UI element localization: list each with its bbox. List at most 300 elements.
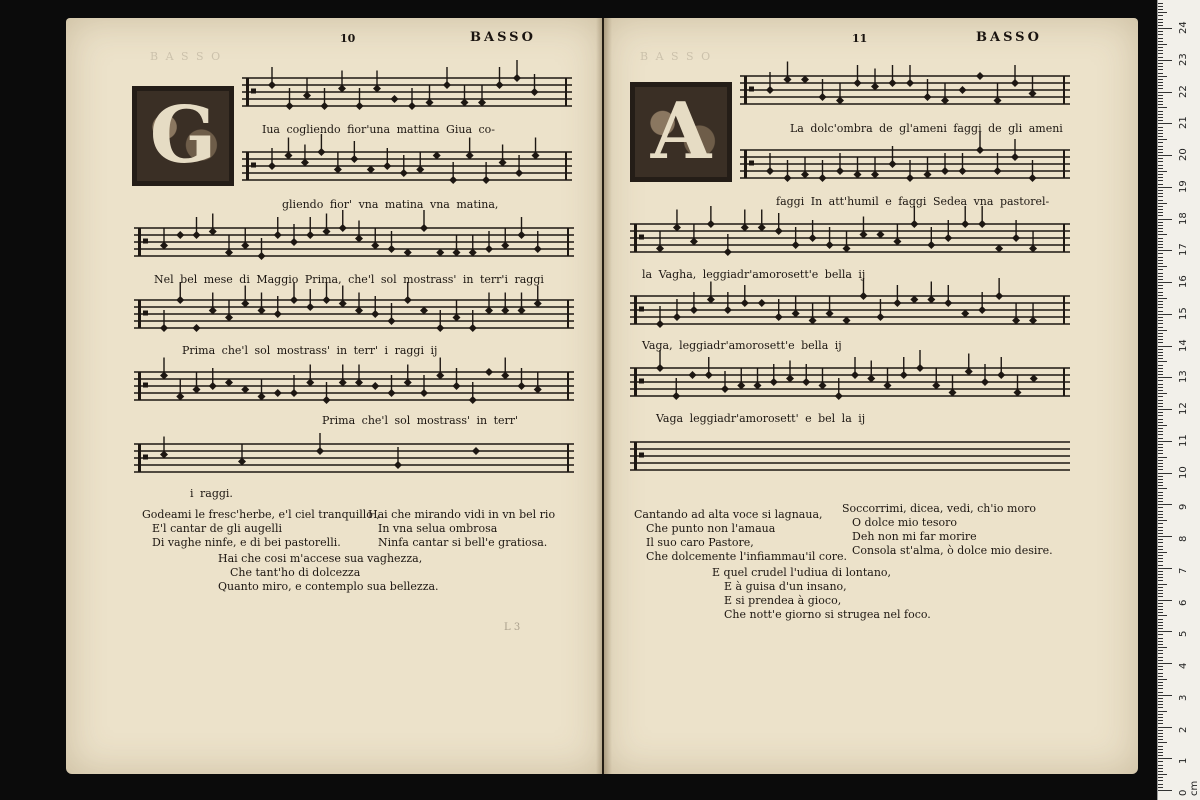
note-head (843, 317, 851, 325)
note-head (274, 389, 282, 397)
ruler-tick (1158, 250, 1172, 251)
verse-line: Il suo caro Pastore, (646, 536, 754, 549)
verse-line: Quanto miro, e contemplo sua bellezza. (218, 580, 439, 593)
ruler-tick (1158, 565, 1163, 566)
ruler-label: 14 (1178, 338, 1189, 352)
ruler-label: 10 (1178, 465, 1189, 479)
ruler-tick (1158, 355, 1163, 356)
ruler-tick (1158, 590, 1163, 591)
clef-mark (634, 296, 637, 324)
ruler-tick (1158, 107, 1167, 108)
ruler-tick (1158, 200, 1163, 201)
ruler-tick (1158, 104, 1163, 105)
ruler-tick (1158, 76, 1167, 77)
empty-staff (630, 434, 1070, 480)
staff (630, 216, 1070, 262)
ruler-tick (1158, 768, 1163, 769)
ruler-label: 5 (1178, 630, 1189, 638)
lyric-line: La dolc'ombra de gl'ameni faggi de gli ameni (790, 122, 1063, 135)
ruler-tick (1158, 447, 1163, 448)
ruler-tick (1158, 406, 1163, 407)
ruler-tick (1158, 98, 1163, 99)
verse-line: Ninfa cantar si bell'e gratiosa. (378, 536, 548, 549)
ruler-tick (1158, 69, 1163, 70)
clef-mark (744, 76, 747, 104)
ruler-tick (1158, 298, 1167, 299)
note-head (193, 324, 201, 332)
ruler-tick (1158, 168, 1163, 169)
ruler-tick (1158, 784, 1163, 785)
initial-letter: G (137, 91, 229, 181)
ruler-tick (1158, 790, 1172, 791)
ruler-tick (1158, 92, 1172, 93)
ruler-tick (1158, 25, 1163, 26)
ruler-tick (1158, 479, 1163, 480)
note-head (976, 72, 984, 80)
ruler-tick (1158, 212, 1163, 213)
ruler-tick (1158, 47, 1163, 48)
staff (740, 142, 1070, 188)
ruler-tick (1158, 361, 1167, 362)
verse-line: Consola st'alma, ò dolce mio desire. (852, 544, 1053, 557)
ruler-tick (1158, 523, 1163, 524)
verse-stanza (218, 552, 439, 594)
ruler-tick (1158, 304, 1163, 305)
verse-stanza (712, 566, 931, 622)
ruler-tick (1158, 676, 1163, 677)
ruler-tick (1158, 238, 1163, 239)
clef-mark (251, 89, 256, 94)
right-page-number: 11 (852, 32, 868, 45)
ruler-tick (1158, 101, 1163, 102)
ruler-tick (1158, 241, 1163, 242)
clef-mark (639, 307, 644, 312)
ruler-tick (1158, 727, 1172, 728)
ruler-tick (1158, 612, 1163, 613)
ruler-tick (1158, 530, 1163, 531)
ruler-tick (1158, 527, 1163, 528)
verse-line: Soccorrimi, dicea, vedi, ch'io moro (842, 502, 1036, 515)
ruler-tick (1158, 301, 1163, 302)
ruler-tick (1158, 73, 1163, 74)
ruler-tick (1158, 758, 1172, 759)
ruler-tick (1158, 152, 1163, 153)
clef-mark (639, 379, 644, 384)
ruler-tick (1158, 257, 1163, 258)
measurement-ruler (1157, 0, 1200, 800)
ruler-tick (1158, 352, 1163, 353)
ruler-tick (1158, 568, 1172, 569)
ruler-tick (1158, 63, 1163, 64)
clef-mark (634, 368, 637, 396)
clef-mark (138, 300, 141, 328)
clef-mark (744, 150, 747, 178)
clef-mark (749, 87, 754, 92)
ruler-tick (1158, 634, 1163, 635)
ruler-tick (1158, 307, 1163, 308)
staff (134, 364, 574, 410)
left-page-number: 10 (340, 32, 356, 45)
ruler-tick (1158, 600, 1172, 601)
ruler-tick (1158, 209, 1163, 210)
ruler-tick (1158, 231, 1163, 232)
ruler-tick (1158, 323, 1163, 324)
ruler-tick (1158, 384, 1163, 385)
lyric-line: Nel bel mese di Maggio Prima, che'l sol mostrass' in terr'i raggi (154, 273, 544, 286)
ruler-label: 12 (1178, 402, 1189, 416)
ruler-tick (1158, 663, 1172, 664)
ruler-tick (1158, 730, 1163, 731)
note-head (472, 447, 480, 455)
verse-line: Deh non mi far morire (852, 530, 977, 543)
clef-mark (634, 442, 637, 470)
note-head (689, 371, 697, 379)
ruler-tick (1158, 136, 1163, 137)
ruler-tick (1158, 311, 1163, 312)
ruler-tick (1158, 244, 1163, 245)
ruler-tick (1158, 130, 1163, 131)
ruler-tick (1158, 330, 1167, 331)
note-head (241, 386, 249, 394)
ruler-tick (1158, 400, 1163, 401)
ruler-tick (1158, 276, 1163, 277)
left-running-head: BASSO (470, 30, 536, 45)
ruler-tick (1158, 31, 1163, 32)
ruler-tick (1158, 571, 1163, 572)
ruler-tick (1158, 682, 1163, 683)
ruler-tick (1158, 60, 1172, 61)
ruler-tick (1158, 692, 1163, 693)
ruler-tick (1158, 619, 1163, 620)
clef-mark (138, 372, 141, 400)
clef-mark (143, 455, 148, 460)
ruler-tick (1158, 485, 1163, 486)
ruler-label: 3 (1178, 694, 1189, 701)
ruler-tick (1158, 279, 1163, 280)
ruler-tick (1158, 450, 1163, 451)
ruler-tick (1158, 555, 1163, 556)
note-head (758, 299, 766, 307)
ruler-tick (1158, 222, 1163, 223)
staff (242, 70, 572, 116)
verse-line: Di vaghe ninfe, e di bei pastorelli. (152, 536, 341, 549)
ruler-tick (1158, 622, 1163, 623)
ruler-tick (1158, 247, 1163, 248)
ruler-label: 8 (1178, 535, 1189, 543)
note-head (225, 379, 233, 387)
ruler-tick (1158, 558, 1163, 559)
ruler-tick (1158, 707, 1163, 708)
ruler-tick (1158, 438, 1163, 439)
ruler-tick (1158, 434, 1163, 435)
ruler-tick (1158, 488, 1167, 489)
ruler-tick (1158, 742, 1167, 743)
ruler-tick (1158, 396, 1163, 397)
ruler-tick (1158, 393, 1167, 394)
ruler-tick (1158, 206, 1163, 207)
ruler-tick (1158, 679, 1167, 680)
ruler-label: 18 (1178, 211, 1189, 225)
ruler-tick (1158, 746, 1163, 747)
ruler-tick (1158, 561, 1163, 562)
bleed-through-text: B A S S O (640, 50, 713, 63)
verse-line: Che nott'e giorno si strugea nel foco. (724, 608, 931, 621)
ruler-label: 22 (1178, 84, 1189, 98)
ruler-tick (1158, 95, 1163, 96)
ruler-tick (1158, 333, 1163, 334)
ruler-tick (1158, 460, 1163, 461)
ruler-label: 4 (1178, 662, 1189, 670)
verse-stanza (634, 508, 847, 564)
ruler-tick (1158, 495, 1163, 496)
ruler-tick (1158, 336, 1163, 337)
clef-mark (251, 163, 256, 168)
clef-mark (143, 239, 148, 244)
ruler-tick (1158, 644, 1163, 645)
verse-stanza (142, 508, 380, 550)
ruler-tick (1158, 422, 1163, 423)
verse-line: Godeami le fresc'herbe, e'l ciel tranquillo , (142, 508, 380, 521)
ruler-tick (1158, 476, 1163, 477)
verse-line: In vna selua ombrosa (378, 522, 498, 535)
book-gutter (596, 18, 612, 774)
ruler-tick (1158, 695, 1172, 696)
signature-mark: L 3 (504, 622, 521, 633)
ruler-tick (1158, 260, 1163, 261)
ruler-tick (1158, 317, 1163, 318)
verse-line: Hai che mirando vidi in vn bel rio (368, 508, 556, 521)
ruler-tick (1158, 6, 1163, 7)
verse-line: E à guisa d'un insano, (724, 580, 847, 593)
ruler-tick (1158, 549, 1163, 550)
ruler-tick (1158, 88, 1163, 89)
ruler-tick (1158, 28, 1172, 29)
ruler-tick (1158, 469, 1163, 470)
ruler-tick (1158, 428, 1163, 429)
ruler-tick (1158, 580, 1163, 581)
ruler-tick (1158, 774, 1167, 775)
ruler-tick (1158, 327, 1163, 328)
ruler-tick (1158, 377, 1172, 378)
ruler-tick (1158, 755, 1163, 756)
ruler-tick (1158, 165, 1163, 166)
ruler-tick (1158, 638, 1163, 639)
ruler-label: 20 (1178, 148, 1189, 162)
ruler-tick (1158, 593, 1163, 594)
ruler-tick (1158, 34, 1163, 35)
lyric-line: Prima che'l sol mostrass' in terr' i raggi ij (182, 344, 438, 357)
clef-mark (138, 228, 141, 256)
ruler-tick (1158, 533, 1163, 534)
ruler-tick (1158, 615, 1167, 616)
note-head (176, 231, 184, 239)
ruler-tick (1158, 358, 1163, 359)
ruler-tick (1158, 603, 1163, 604)
ruler-tick (1158, 111, 1163, 112)
verse-line: Che tant'ho di dolcezza (230, 566, 361, 579)
ruler-label: 11 (1178, 434, 1189, 447)
ruler-tick (1158, 736, 1163, 737)
ruler-tick (1158, 514, 1163, 515)
ruler-tick (1158, 390, 1163, 391)
ruler-tick (1158, 482, 1163, 483)
ruler-tick (1158, 273, 1163, 274)
clef-mark (143, 311, 148, 316)
ruler-tick (1158, 787, 1163, 788)
ruler-tick (1158, 184, 1163, 185)
ruler-tick (1158, 365, 1163, 366)
ruler-tick (1158, 720, 1163, 721)
ruler-tick (1158, 431, 1163, 432)
ruler-tick (1158, 761, 1163, 762)
ruler-tick (1158, 15, 1163, 16)
ruler-tick (1158, 371, 1163, 372)
ruler-tick (1158, 511, 1163, 512)
lyric-line: Iua cogliendo fior'una mattina Giua co- (262, 123, 495, 136)
ruler-tick (1158, 587, 1163, 588)
ruler-label: 24 (1178, 21, 1189, 35)
ruler-tick (1158, 631, 1172, 632)
ruler-tick (1158, 158, 1163, 159)
staff (740, 68, 1070, 114)
lyric-line: i raggi. (190, 487, 233, 500)
note-head (485, 368, 493, 376)
ruler-tick (1158, 498, 1163, 499)
ruler-tick (1158, 50, 1163, 51)
ruler-tick (1158, 650, 1163, 651)
ruler-tick (1158, 123, 1172, 124)
ruler-tick (1158, 66, 1163, 67)
ruler-tick (1158, 466, 1163, 467)
ruler-tick (1158, 625, 1163, 626)
verse-line: Che punto non l'amaua (646, 522, 776, 535)
ruler-label: 17 (1178, 243, 1189, 257)
ruler-tick (1158, 139, 1167, 140)
ruler-tick (1158, 79, 1163, 80)
verse-line: Cantando ad alta voce si lagnaua, (634, 508, 823, 521)
ruler-tick (1158, 368, 1163, 369)
ruler-label: 19 (1178, 180, 1189, 193)
ruler-tick (1158, 653, 1163, 654)
ruler-tick (1158, 536, 1172, 537)
ruler-tick (1158, 701, 1163, 702)
ruler-tick (1158, 269, 1163, 270)
clef-mark (639, 235, 644, 240)
ruler-tick (1158, 714, 1163, 715)
ruler-tick (1158, 504, 1172, 505)
lyric-line: Prima che'l sol mostrass' in terr' (322, 414, 519, 427)
ruler-label: 9 (1178, 503, 1189, 511)
ruler-tick (1158, 253, 1163, 254)
ruler-tick (1158, 215, 1163, 216)
ruler-tick (1158, 177, 1163, 178)
ruler-tick (1158, 149, 1163, 150)
ruler-tick (1158, 228, 1163, 229)
verse-stanza (842, 502, 1053, 558)
ruler-tick (1158, 314, 1172, 315)
note-head (959, 86, 967, 94)
right-running-head: BASSO (976, 30, 1042, 45)
ruler-tick (1158, 657, 1163, 658)
ruler-label: 0 cm (1178, 780, 1200, 796)
ruler-tick (1158, 711, 1167, 712)
ruler-tick (1158, 542, 1163, 543)
staff (630, 360, 1070, 406)
ruler-tick (1158, 380, 1163, 381)
ruler-tick (1158, 295, 1163, 296)
ruler-tick (1158, 419, 1163, 420)
staff (630, 288, 1070, 334)
ruler-tick (1158, 82, 1163, 83)
verse-line: E si prendea à gioco, (724, 594, 842, 607)
ruler-tick (1158, 292, 1163, 293)
ruler-tick (1158, 444, 1163, 445)
ruler-tick (1158, 19, 1163, 20)
woodcut-initial-g (132, 86, 234, 186)
ruler-tick (1158, 409, 1172, 410)
woodcut-initial-a (630, 82, 732, 182)
ruler-tick (1158, 606, 1163, 607)
ruler-label: 13 (1178, 370, 1189, 384)
ruler-tick (1158, 517, 1163, 518)
lyric-line: Vaga, leggiadr'amorosett'e bella ij (642, 339, 842, 352)
ruler-tick (1158, 374, 1163, 375)
ruler-tick (1158, 339, 1163, 340)
ruler-tick (1158, 673, 1163, 674)
ruler-tick (1158, 193, 1163, 194)
ruler-tick (1158, 114, 1163, 115)
verse-line: E quel crudel l'udiua di lontano, (712, 566, 892, 579)
clef-mark (143, 383, 148, 388)
ruler-tick (1158, 777, 1163, 778)
ruler-tick (1158, 698, 1163, 699)
note-head (961, 310, 969, 318)
clef-mark (246, 78, 249, 106)
ruler-tick (1158, 520, 1167, 521)
ruler-tick (1158, 666, 1163, 667)
ruler-tick (1158, 346, 1172, 347)
ruler-label: 2 (1178, 726, 1189, 733)
ruler-tick (1158, 733, 1163, 734)
ruler-tick (1158, 688, 1163, 689)
ruler-tick (1158, 282, 1172, 283)
ruler-tick (1158, 320, 1163, 321)
ruler-tick (1158, 120, 1163, 121)
ruler-tick (1158, 609, 1163, 610)
ruler-tick (1158, 641, 1163, 642)
ruler-tick (1158, 127, 1163, 128)
ruler-tick (1158, 342, 1163, 343)
bleed-through-text: B A S S O (150, 50, 223, 63)
staff (242, 144, 572, 190)
ruler-tick (1158, 552, 1167, 553)
ruler-tick (1158, 142, 1163, 143)
ruler-tick (1158, 660, 1163, 661)
initial-letter: A (635, 87, 727, 177)
ruler-tick (1158, 704, 1163, 705)
ruler-tick (1158, 12, 1167, 13)
ruler-tick (1158, 22, 1163, 23)
lyric-line: la Vagha, leggiadr'amorosett'e bella ij (642, 268, 866, 281)
ruler-tick (1158, 453, 1163, 454)
staff (134, 292, 574, 338)
clef-mark (246, 152, 249, 180)
ruler-tick (1158, 412, 1163, 413)
ruler-tick (1158, 234, 1167, 235)
ruler-tick (1158, 288, 1163, 289)
lyric-line: faggi In att'humil e faggi Sedea vna pastorel- (776, 195, 1050, 208)
verse-line: Hai che cosi m'accese sua vaghezza, (218, 552, 423, 565)
